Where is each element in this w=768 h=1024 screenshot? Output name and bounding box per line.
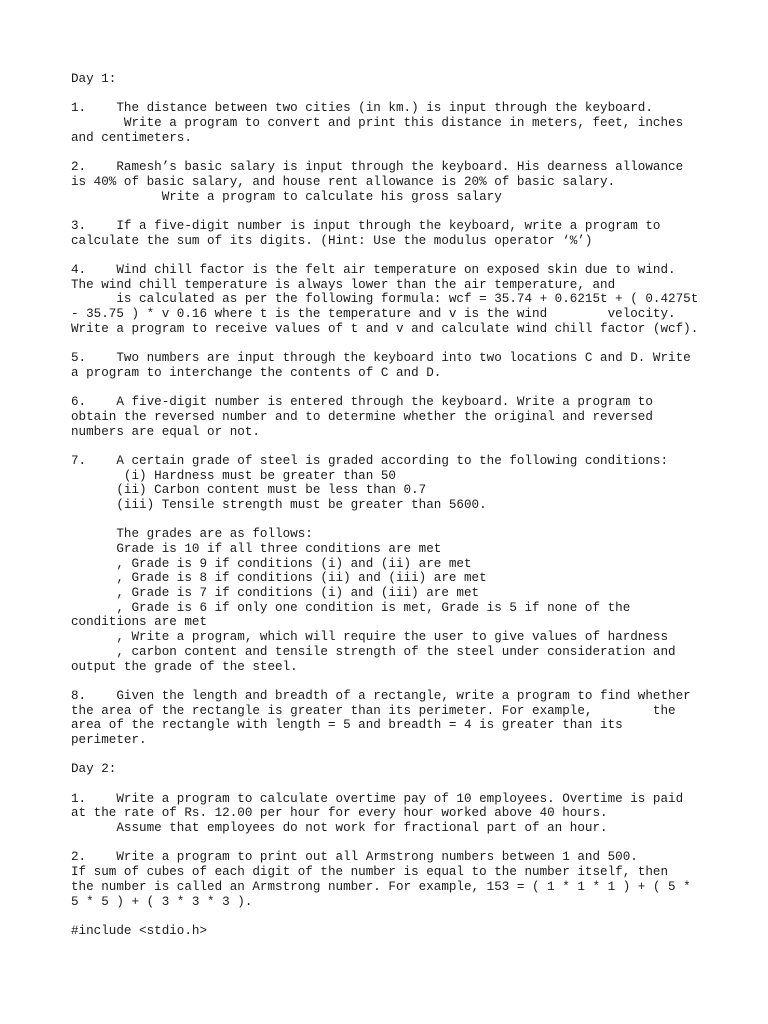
document-line: is 40% of basic salary, and house rent allowance is 20% of basic salary. <box>71 174 616 189</box>
document-line: numbers are equal or not. <box>71 424 260 439</box>
document-line: the number is called an Armstrong number. For example, 153 = ( 1 * 1 * 1 ) + ( 5 * <box>71 879 691 894</box>
document-line: , Grade is 7 if conditions (i) and (iii) are met <box>71 586 480 601</box>
document-line: Write a program to receive values of t and v and calculate wind chill factor (wcf). <box>71 321 699 336</box>
document-line: perimeter. <box>71 732 147 747</box>
document-line <box>71 204 751 219</box>
document-line: , Grade is 8 if conditions (ii) and (iii) are met <box>71 571 487 586</box>
document-line: 3. If a five-digit number is input through the keyboard, write a program to <box>71 218 661 233</box>
document-line <box>71 336 751 351</box>
document-line: If sum of cubes of each digit of the number is equal to the number itself, then <box>71 865 669 880</box>
document-line <box>71 748 751 763</box>
document-line: area of the rectangle with length = 5 and breadth = 4 is greater than its <box>71 718 623 733</box>
document-line: 2. Ramesh’s basic salary is input through the keyboard. His dearness allowance <box>71 160 684 175</box>
document-line: Assume that employees do not work for fractional part of an hour. <box>71 821 608 836</box>
document-line: Day 2: <box>71 762 117 777</box>
document-line <box>71 380 751 395</box>
document-line <box>71 777 751 792</box>
document-line: 1. Write a program to calculate overtime pay of 10 employees. Overtime is paid <box>71 791 684 806</box>
document-line <box>71 909 751 924</box>
document-line: The grades are as follows: <box>71 527 313 542</box>
document-line: , Grade is 9 if conditions (i) and (ii) are met <box>71 556 472 571</box>
document-line: Write a program to calculate his gross salary <box>71 189 502 204</box>
document-line: 1. The distance between two cities (in km.) is input through the keyboard. <box>71 101 653 116</box>
document-line: , carbon content and tensile strength of the steel under consideration and <box>71 644 676 659</box>
document-line: Day 1: <box>71 72 117 86</box>
document-line <box>71 248 751 263</box>
document-line: 7. A certain grade of steel is graded according to the following conditions: <box>71 453 669 468</box>
document-line: - 35.75 ) * v 0.16 where t is the temperature and v is the wind velocity. <box>71 307 676 321</box>
document-line: 6. A five-digit number is entered through the keyboard. Write a program to <box>71 395 653 410</box>
document-line <box>71 836 751 851</box>
document-line: Grade is 10 if all three conditions are met <box>71 542 442 556</box>
document-line: , Write a program, which will require the user to give values of hardness <box>71 630 669 645</box>
document-line: Write a program to convert and print this distance in meters, feet, inches <box>71 116 684 131</box>
document-page <box>71 72 751 939</box>
document-line <box>71 87 751 102</box>
document-line: , Grade is 6 if only one condition is met, Grade is 5 if none of the <box>71 600 631 615</box>
document-line <box>71 439 751 454</box>
document-line: a program to interchange the contents of C and D. <box>71 365 442 380</box>
document-line: obtain the reversed number and to determine whether the original and reversed <box>71 409 653 424</box>
document-line <box>71 145 751 160</box>
document-line: 2. Write a program to print out all Armstrong numbers between 1 and 500. <box>71 850 638 865</box>
document-line: (iii) Tensile strength must be greater than 5600. <box>71 497 487 512</box>
document-line: and centimeters. <box>71 130 192 145</box>
document-line: 8. Given the length and breadth of a rectangle, write a program to find whether <box>71 688 691 703</box>
document-line: is calculated as per the following formula: wcf = 35.74 + 0.6215t + ( 0.4275t <box>71 292 699 307</box>
document-line: #include <stdio.h> <box>71 923 208 938</box>
document-line <box>71 674 751 689</box>
document-line <box>71 513 751 528</box>
document-line: at the rate of Rs. 12.00 per hour for every hour worked above 40 hours. <box>71 806 608 821</box>
document-line: 5 * 5 ) + ( 3 * 3 * 3 ). <box>71 894 253 909</box>
document-line: (i) Hardness must be greater than 50 <box>71 468 396 483</box>
document-line: calculate the sum of its digits. (Hint: Use the modulus operator ‘%’) <box>71 233 593 248</box>
document-line: conditions are met <box>71 615 208 630</box>
document-line: the area of the rectangle is greater than its perimeter. For example, the <box>71 703 676 718</box>
document-body <box>71 72 751 939</box>
document-line: (ii) Carbon content must be less than 0.7 <box>71 483 427 498</box>
document-line: output the grade of the steel. <box>71 659 298 674</box>
document-line: The wind chill temperature is always lower than the air temperature, and <box>71 277 616 292</box>
document-line: 5. Two numbers are input through the keyboard into two locations C and D. Write <box>71 351 691 366</box>
document-line: 4. Wind chill factor is the felt air temperature on exposed skin due to wind. <box>71 262 676 277</box>
